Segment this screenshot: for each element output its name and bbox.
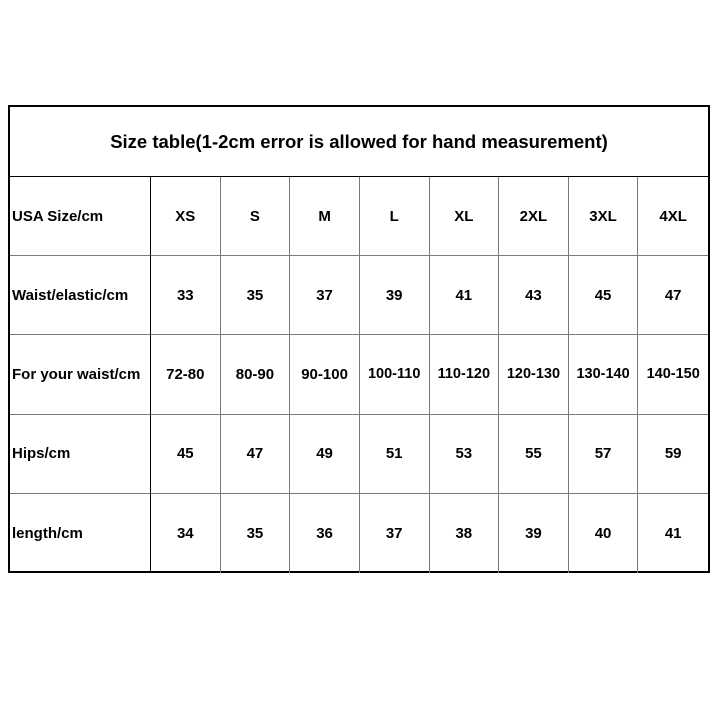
row-label: Waist/elastic/cm	[10, 256, 151, 335]
size-grid	[10, 177, 708, 573]
size-header-xs: XS	[151, 177, 221, 256]
table-cell: 100-110	[360, 335, 430, 414]
table-cell: 47	[638, 256, 708, 335]
table-cell: 110-120	[430, 335, 500, 414]
table-cell: 37	[290, 256, 360, 335]
table-cell: 33	[151, 256, 221, 335]
table-cell: 36	[290, 494, 360, 573]
table-cell: 37	[360, 494, 430, 573]
row-label: Hips/cm	[10, 415, 151, 494]
size-header-m: M	[290, 177, 360, 256]
size-header-xl: XL	[430, 177, 500, 256]
table-cell: 34	[151, 494, 221, 573]
table-cell: 39	[360, 256, 430, 335]
size-header-2xl: 2XL	[499, 177, 569, 256]
size-table	[8, 105, 710, 573]
table-cell: 39	[499, 494, 569, 573]
table-cell: 41	[664, 524, 682, 542]
table-cell: 59	[638, 415, 708, 494]
row-header-label: USA Size/cm	[10, 177, 151, 256]
table-cell: 35	[221, 256, 291, 335]
table-cell: 45	[569, 256, 639, 335]
size-header-4xl: 4XL	[638, 177, 708, 256]
table-cell: 130-140	[569, 335, 639, 414]
table-cell: 55	[499, 415, 569, 494]
table-cell: 90-100	[290, 335, 360, 414]
table-cell: 72-80	[151, 335, 221, 414]
table-cell: 140-150	[638, 335, 708, 414]
table-cell: 45	[151, 415, 221, 494]
size-header-s: S	[221, 177, 291, 256]
table-cell: 51	[360, 415, 430, 494]
table-cell: 43	[499, 256, 569, 335]
row-label: For your waist/cm	[10, 335, 151, 414]
table-cell: 57	[569, 415, 639, 494]
size-header-3xl: 3XL	[569, 177, 639, 256]
table-cell: 53	[430, 415, 500, 494]
table-title: Size table(1-2cm error is allowed for hand measurement)	[10, 107, 708, 177]
table-cell: 38	[430, 494, 500, 573]
table-cell: 35	[221, 494, 291, 573]
table-cell: 41	[430, 256, 500, 335]
table-cell: 40	[569, 494, 639, 573]
table-cell: 49	[290, 415, 360, 494]
size-header-l: L	[360, 177, 430, 256]
table-cell: 120-130	[499, 335, 569, 414]
table-cell: 80-90	[221, 335, 291, 414]
table-cell: 47	[221, 415, 291, 494]
row-label: length/cm	[10, 494, 151, 573]
